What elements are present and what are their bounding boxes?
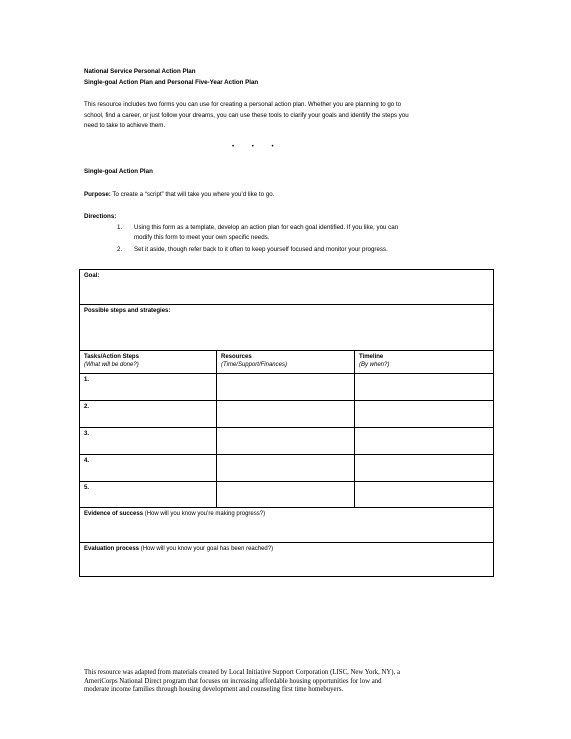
evidence-cell[interactable] (80, 508, 494, 543)
table-row (80, 401, 494, 428)
timeline-cell[interactable] (355, 401, 494, 428)
goal-label: Goal: (84, 273, 100, 279)
purpose-line (84, 191, 274, 199)
row-number: 2. (84, 404, 90, 410)
column-subtitle: (What will be done?) (84, 362, 139, 368)
steps-row (80, 305, 494, 351)
task-cell[interactable] (80, 428, 217, 455)
direction-number: 1. (117, 224, 123, 231)
evaluation-hint: (How will you know your goal has been reached?) (139, 546, 274, 552)
goal-row (80, 270, 494, 305)
column-subtitle: (Time/Support/Finances) (221, 362, 287, 368)
purpose-text: To create a “script” that will take you where you’d like to go. (110, 191, 275, 198)
table-row (80, 455, 494, 482)
document-title: National Service Personal Action Plan (84, 68, 196, 75)
row-number: 3. (84, 431, 90, 437)
task-cell[interactable] (80, 401, 217, 428)
task-cell[interactable] (80, 455, 217, 482)
action-plan-table (79, 269, 494, 577)
timeline-cell[interactable] (355, 374, 494, 401)
timeline-cell[interactable] (355, 428, 494, 455)
table-row (80, 374, 494, 401)
timeline-cell[interactable] (355, 455, 494, 482)
goal-cell[interactable] (80, 270, 494, 305)
intro-paragraph: This resource includes two forms you can use for creating a personal action plan. Whether you are planning to go to school, find a career, or just follow your dreams, you can use these tools to clarify your goals and identify the steps you need to take to achieve them. (84, 101, 409, 130)
direction-item: Using this form as a template, develop an action plan for each goal identified. If you like, you can modify this form to meet your own specific needs. (134, 224, 399, 241)
resource-cell[interactable] (217, 374, 355, 401)
column-header (80, 351, 217, 374)
column-header (355, 351, 494, 374)
table-row (80, 428, 494, 455)
evaluation-cell[interactable] (80, 543, 494, 577)
task-cell[interactable] (80, 374, 217, 401)
task-cell[interactable] (80, 482, 217, 508)
table-row (80, 482, 494, 508)
column-subtitle: (By when?) (359, 362, 390, 368)
resource-cell[interactable] (217, 428, 355, 455)
resource-cell[interactable] (217, 455, 355, 482)
purpose-label: Purpose: (84, 191, 111, 198)
row-number: 1. (84, 377, 90, 383)
row-number: 4. (84, 458, 90, 464)
column-title: Resources (221, 354, 252, 360)
column-header-row (80, 351, 494, 374)
resource-cell[interactable] (217, 401, 355, 428)
column-title: Tasks/Action Steps (84, 354, 139, 360)
document-subtitle: Single-goal Action Plan and Personal Five-Year Action Plan (84, 79, 259, 86)
section-title: Single-goal Action Plan (84, 168, 153, 175)
steps-label: Possible steps and strategies: (84, 308, 171, 314)
evidence-hint: (How will you know you’re making progress?) (143, 511, 266, 517)
section-separator: • • • (232, 144, 282, 150)
column-title: Timeline (359, 354, 384, 360)
evaluation-label: Evaluation process (84, 546, 140, 552)
evidence-label: Evidence of success (84, 511, 144, 517)
timeline-cell[interactable] (355, 482, 494, 508)
evidence-row (80, 508, 494, 543)
direction-item: Set it aside, though refer back to it often to keep yourself focused and monitor your progress. (134, 246, 388, 253)
footer-note: This resource was adapted from materials created by Local Initiative Support Corporation (LISC, New York, NY), a AmeriCorps National Direct program that focuses on increasing affordable housing opportunities for low and moderate income families through housing development and counseling first time homebuyers. (84, 669, 400, 694)
evaluation-row (80, 543, 494, 577)
row-number: 5. (84, 485, 90, 491)
column-header (217, 351, 355, 374)
resource-cell[interactable] (217, 482, 355, 508)
directions-label: Directions: (84, 213, 117, 220)
direction-number: 2. (117, 246, 123, 253)
steps-cell[interactable] (80, 305, 494, 351)
